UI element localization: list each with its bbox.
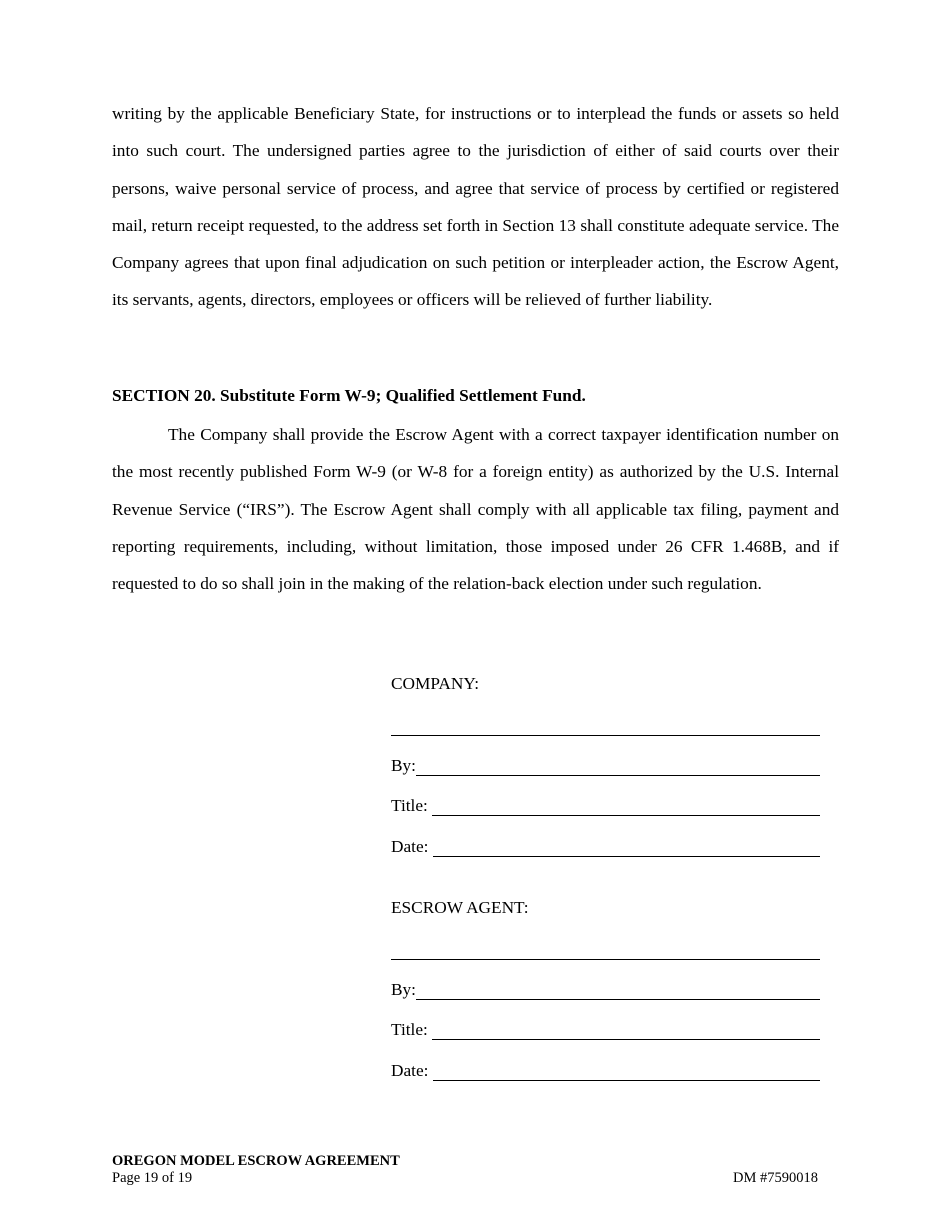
company-label: COMPANY: (391, 674, 480, 693)
signature-line (391, 718, 820, 736)
escrow-agent-signature-line[interactable] (391, 938, 820, 960)
by-line (416, 758, 820, 776)
footer-document-id: DM #7590018 (733, 1170, 818, 1186)
title-line (432, 1022, 820, 1040)
continuation-paragraph: writing by the applicable Beneficiary State, for instructions or to interplead the funds or assets so held into such court. The undersigned parties agree to the jurisdiction of either of said courts over their persons, waive personal service of process, and agree that service of process by certified or registered mail, return receipt requested, to the address set forth in Section 13 shall constitute adequate service. The Company agrees that upon final adjudication on such petition or interpleader action, the Escrow Agent, its servants, agents, directors, employees or officers will be relieved of further liability. (112, 104, 839, 310)
date-label: Date: (391, 1061, 433, 1080)
company-date-field[interactable] (391, 835, 820, 857)
escrow-agent-date-field[interactable] (391, 1059, 820, 1081)
title-line (432, 798, 820, 816)
signature-line (391, 942, 820, 960)
date-label: Date: (391, 837, 433, 856)
by-label: By: (391, 756, 416, 775)
title-label: Title: (391, 796, 433, 815)
escrow-agent-by-field[interactable] (391, 978, 820, 1000)
escrow-agent-label: ESCROW AGENT: (391, 898, 529, 917)
company-by-field[interactable] (391, 754, 820, 776)
title-label: Title: (391, 1020, 433, 1039)
date-line (433, 839, 820, 857)
footer-left (112, 1153, 400, 1187)
footer-document-title: OREGON MODEL ESCROW AGREEMENT (112, 1153, 400, 1169)
date-line (433, 1063, 820, 1081)
company-signature-line[interactable] (391, 714, 820, 736)
by-line (416, 982, 820, 1000)
section-heading: SECTION 20. Substitute Form W-9; Qualified Settlement Fund. (112, 386, 586, 405)
escrow-agent-title-field[interactable] (391, 1018, 820, 1040)
by-label: By: (391, 980, 416, 999)
footer-page-number: Page 19 of 19 (112, 1170, 193, 1186)
company-title-field[interactable] (391, 794, 820, 816)
section-paragraph: The Company shall provide the Escrow Agent with a correct taxpayer identification number on the most recently published Form W-9 (or W-8 for a foreign entity) as authorized by the U.S. Internal Revenue Service (“IRS”). The Escrow Agent shall comply with all applicable tax filing, payment and reporting requirements, including, without limitation, those imposed under 26 CFR 1.468B, and if requested to do so shall join in the making of the relation-back election under such regulation. (112, 425, 839, 594)
